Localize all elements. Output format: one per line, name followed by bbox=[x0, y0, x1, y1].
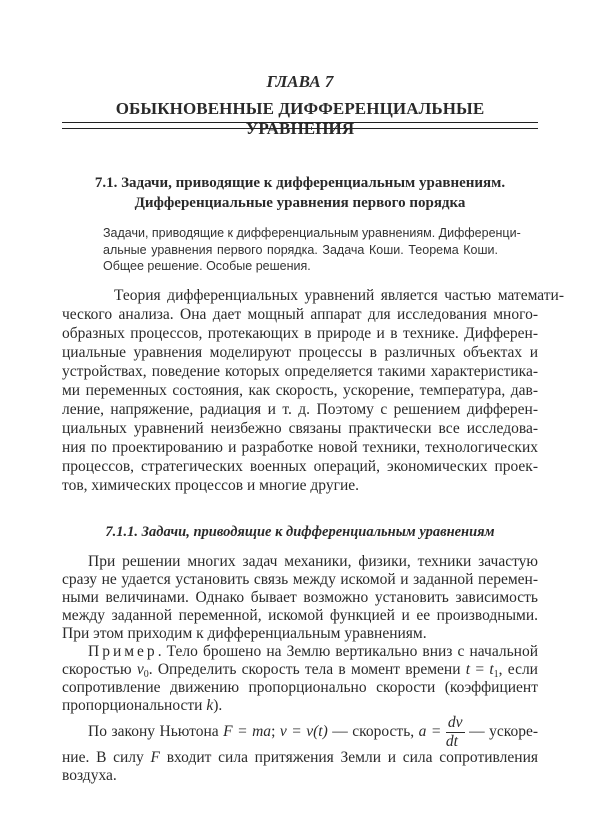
example-line1 bbox=[62, 642, 538, 661]
newton-line1 bbox=[62, 713, 538, 751]
abstract-line: Общее решение. Особые решения. bbox=[103, 259, 311, 273]
chapter-label: ГЛАВА 7 bbox=[266, 72, 334, 91]
paragraph-line: образных процессов, протекающих в природе и в технике. Дифферен- bbox=[62, 325, 538, 342]
paragraph-line: ление, напряжение, радиация и т. д. Поэтому с решением дифферен- bbox=[62, 401, 538, 418]
text-segment: . Определить скорость тела в момент времени bbox=[148, 661, 466, 678]
formula-acceleration-lhs: a = bbox=[418, 723, 446, 740]
paragraph-line: ния по проектированию и разработке новой техники, технологических bbox=[62, 439, 538, 456]
paragraph-line: процессов, стратегических военных операций, экономических проек- bbox=[62, 458, 538, 475]
text-segment: входит сила притяжения Земли и сила сопротивления bbox=[159, 749, 538, 766]
math-symbol: t bbox=[465, 661, 471, 678]
newton-text-end: — ускоре- bbox=[464, 723, 539, 740]
paragraph-line: ными величинами. Однако бывает возможно установить зависимость bbox=[62, 589, 538, 606]
text-segment: = bbox=[470, 661, 490, 678]
fraction-dv-dt bbox=[446, 714, 465, 751]
newton-line2 bbox=[62, 748, 538, 767]
text-segment: ние. В силу bbox=[62, 749, 151, 766]
paragraph-line: устройствах, поведение которых определяется такими характеристика- bbox=[62, 363, 538, 380]
example-label: Пример bbox=[88, 643, 158, 660]
paragraph-line: между заданной переменной, искомой функцией и ее производными. bbox=[62, 607, 538, 624]
paragraph-line: тов, химических процессов и многие другие. bbox=[62, 477, 360, 494]
newton-line3: воздуха. bbox=[62, 767, 117, 784]
formula-newton: F = ma bbox=[223, 723, 272, 740]
paragraph-line: При этом приходим к дифференциальным уравнениям. bbox=[62, 625, 427, 642]
newton-lead: По закону Ньютона bbox=[88, 723, 224, 740]
subsection-title: 7.1.1. Задачи, приводящие к дифференциальным уравнениям bbox=[105, 524, 495, 540]
math-symbol: F bbox=[150, 749, 160, 766]
math-symbol: v bbox=[136, 661, 144, 678]
math-subscript: 0 bbox=[143, 669, 149, 680]
fraction-numerator: dv bbox=[447, 713, 463, 731]
example-text: . Тело брошено на Землю вертикально вниз с начальной bbox=[157, 643, 538, 660]
section-title-line1: 7.1. Задачи, приводящие к дифференциальным уравнениям. bbox=[94, 175, 506, 191]
example-line2 bbox=[62, 660, 538, 679]
newton-text: — скорость, bbox=[327, 723, 419, 740]
title-rule-bottom bbox=[62, 128, 538, 129]
text-segment: пропорциональности bbox=[62, 697, 207, 714]
paragraph-line: При решении многих задач механики, физики, техники зачастую bbox=[88, 553, 538, 570]
text-segment: ). bbox=[213, 697, 223, 714]
paragraph-line: ми переменных состояния, как скорость, ускорение, температура, дав- bbox=[62, 382, 538, 399]
chapter-title: ОБЫКНОВЕННЫЕ ДИФФЕРЕНЦИАЛЬНЫЕ УРАВНЕНИЯ bbox=[115, 99, 485, 138]
text-segment: скоростью bbox=[62, 661, 137, 678]
title-rule-top bbox=[62, 122, 538, 123]
paragraph-line: циальных уравнений неизбежно связаны практически все исследова- bbox=[62, 420, 538, 437]
formula-velocity: v = v(t) bbox=[279, 723, 328, 740]
paragraph-line: Теория дифференциальных уравнений является частью математи- bbox=[114, 287, 564, 304]
abstract-line: Задачи, приводящие к дифференциальным уравнениям. Дифференци- bbox=[103, 226, 521, 240]
fraction-denominator: dt bbox=[445, 732, 458, 750]
paragraph-line: циальные уравнения моделируют процессы в различных объектах и bbox=[62, 344, 538, 361]
math-symbol: k bbox=[206, 697, 214, 714]
section-title-line2: Дифференциальные уравнения первого порядка bbox=[134, 195, 466, 211]
paragraph-line: сразу не удается установить связь между искомой и заданной перемен- bbox=[62, 571, 538, 588]
math-symbol: t bbox=[489, 661, 494, 678]
abstract-line: альные уравнения первого порядка. Задача Коши. Теорема Коши. bbox=[103, 242, 498, 257]
text-segment: , если bbox=[498, 661, 538, 678]
example-line3: сопротивление движению пропорционально скорости (коэффициент bbox=[62, 679, 538, 696]
separator: ; bbox=[271, 723, 280, 740]
paragraph-line: ческого анализа. Она дает мощный аппарат для исследования много- bbox=[62, 306, 538, 323]
math-subscript: 1 bbox=[493, 669, 499, 680]
